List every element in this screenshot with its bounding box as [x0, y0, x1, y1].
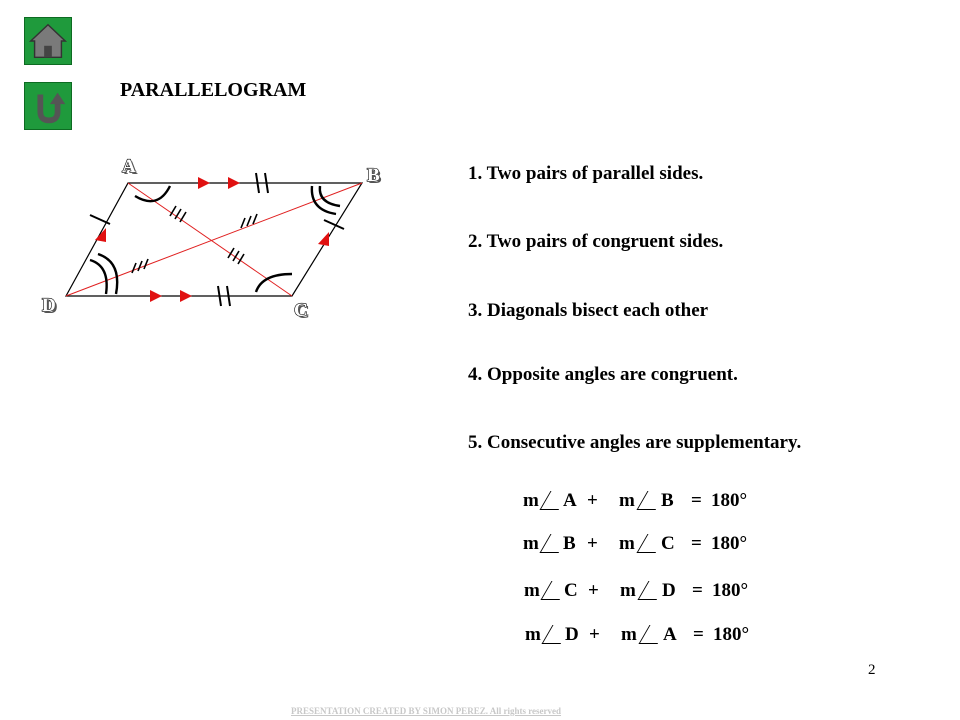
page-title: PARALLELOGRAM — [120, 79, 307, 101]
return-arrow-icon — [25, 83, 71, 129]
eq-plus: + — [588, 580, 599, 601]
back-button[interactable] — [24, 82, 72, 130]
congruence-tick — [90, 215, 110, 224]
footer-credit-link[interactable]: PRESENTATION CREATED BY SIMON PEREZ. All rights reserved — [291, 706, 562, 716]
eq-value: 180° — [712, 580, 749, 601]
eq-angle-name: C — [661, 533, 675, 554]
property-2: 2. Two pairs of congruent sides. — [468, 231, 724, 252]
eq-angle-name: D — [662, 580, 676, 601]
home-button[interactable] — [24, 17, 72, 65]
eq-m: m — [621, 624, 637, 645]
property-4: 4. Opposite angles are congruent. — [468, 364, 738, 385]
congruence-tick — [256, 173, 259, 193]
eq-value: 180° — [711, 533, 748, 554]
eq-equals: = — [692, 580, 703, 601]
diagonal-bd — [66, 183, 362, 296]
eq-plus: + — [587, 533, 598, 554]
parallel-arrow — [198, 177, 210, 189]
home-icon — [25, 18, 71, 64]
eq-angle-name: D — [565, 624, 579, 645]
congruence-tick — [324, 220, 344, 229]
eq-equals: = — [691, 533, 702, 554]
congruence-tick — [218, 286, 221, 306]
eq-equals: = — [693, 624, 704, 645]
diagonal-triple-ticks — [132, 206, 257, 273]
diagonal-ac — [128, 183, 292, 296]
parallel-arrow — [150, 290, 162, 302]
eq-plus: + — [587, 490, 598, 511]
parallel-arrow — [95, 228, 106, 242]
vertex-label-a: A — [122, 156, 137, 177]
eq-m: m — [523, 490, 539, 511]
parallel-arrow — [228, 177, 240, 189]
parallel-arrow — [180, 290, 192, 302]
property-1: 1. Two pairs of parallel sides. — [468, 163, 704, 184]
property-5: 5. Consecutive angles are supplementary. — [468, 432, 802, 453]
eq-angle-name: B — [661, 490, 674, 511]
eq-value: 180° — [711, 490, 748, 511]
eq-m: m — [525, 624, 541, 645]
angle-arcs — [90, 186, 340, 294]
eq-m: m — [524, 580, 540, 601]
vertex-label-b: B — [367, 165, 381, 186]
eq-value: 180° — [713, 624, 750, 645]
parallel-arrow — [318, 232, 329, 246]
parallelogram-sides — [66, 183, 362, 296]
eq-plus: + — [589, 624, 600, 645]
eq-m: m — [619, 490, 635, 511]
vertex-label-d: D — [42, 295, 57, 316]
eq-angle-name: C — [564, 580, 578, 601]
vertex-label-c: C — [294, 300, 309, 321]
eq-angle-name: A — [563, 490, 577, 511]
eq-angle-name: B — [563, 533, 576, 554]
eq-equals: = — [691, 490, 702, 511]
eq-m: m — [620, 580, 636, 601]
property-3: 3. Diagonals bisect each other — [468, 300, 709, 321]
eq-m: m — [523, 533, 539, 554]
page-number: 2 — [868, 662, 876, 678]
eq-m: m — [619, 533, 635, 554]
eq-angle-name: A — [663, 624, 677, 645]
